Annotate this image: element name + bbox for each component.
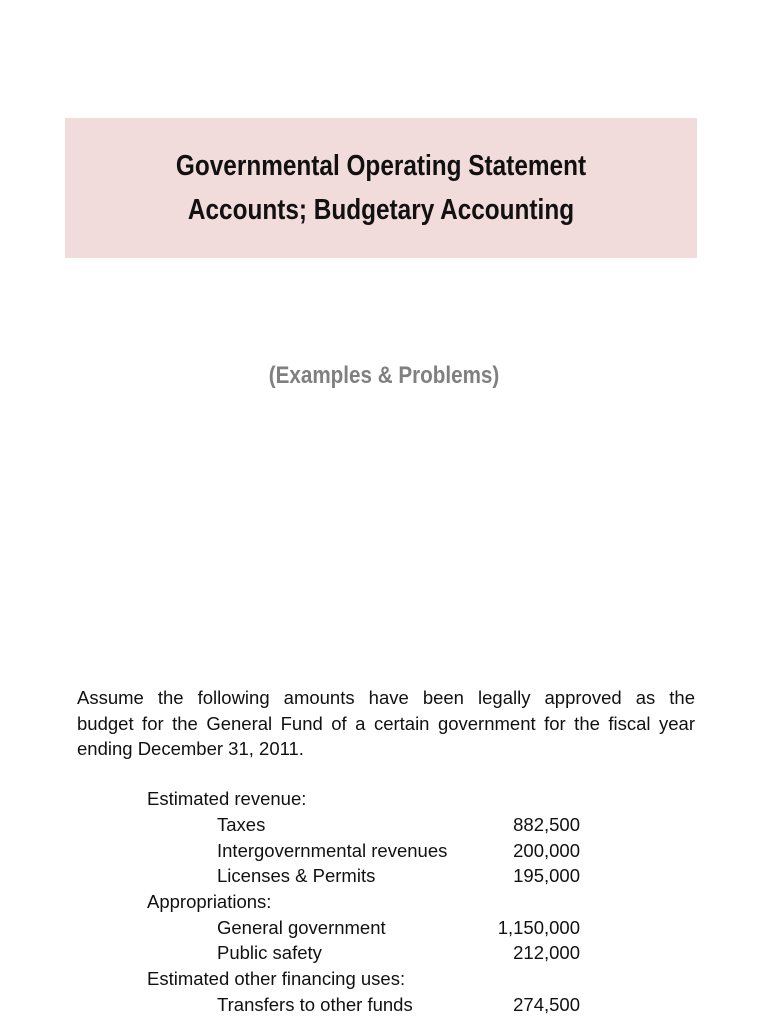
page-subtitle: (Examples & Problems) [268, 362, 500, 389]
budget-row-label: Public safety [217, 942, 322, 963]
intro-paragraph [77, 685, 695, 762]
budget-row-amount: 200,000 [513, 840, 580, 861]
budget-row [0, 992, 580, 1017]
budget-row [0, 838, 580, 863]
section-heading-label: Estimated other financing uses: [147, 968, 406, 989]
title-box [65, 118, 697, 258]
budget-row [0, 863, 580, 888]
budget-row-label: Transfers to other funds [217, 994, 413, 1015]
budget-row-amount: 212,000 [513, 942, 580, 963]
section-heading-revenue [0, 786, 580, 811]
budget-row [0, 812, 580, 837]
budget-row-amount: 882,500 [513, 814, 580, 835]
section-heading-appropriations [0, 889, 580, 914]
intro-line-3: ending December 31, 2011. [77, 738, 304, 759]
budget-row [0, 940, 580, 965]
budget-row-label: Intergovernmental revenues [217, 840, 448, 861]
section-heading-label: Estimated revenue: [147, 788, 307, 809]
budget-row-amount: 274,500 [513, 994, 580, 1015]
budget-row-label: Licenses & Permits [217, 865, 376, 886]
budget-row-label: General government [217, 917, 386, 938]
intro-line-1: Assume the following amounts have been legally approved as the [77, 687, 695, 708]
page-title-line-2: Accounts; Budgetary Accounting [187, 194, 575, 226]
budget-row-label: Taxes [217, 814, 266, 835]
page-title-line-1: Governmental Operating Statement [175, 150, 587, 182]
intro-line-2: budget for the General Fund of a certain government for the fiscal year [77, 712, 695, 734]
budget-row-amount: 1,150,000 [497, 917, 580, 938]
budget-row [0, 915, 580, 940]
section-heading-label: Appropriations: [147, 891, 272, 912]
budget-row-amount: 195,000 [513, 865, 580, 886]
section-heading-other-financing [0, 966, 580, 991]
